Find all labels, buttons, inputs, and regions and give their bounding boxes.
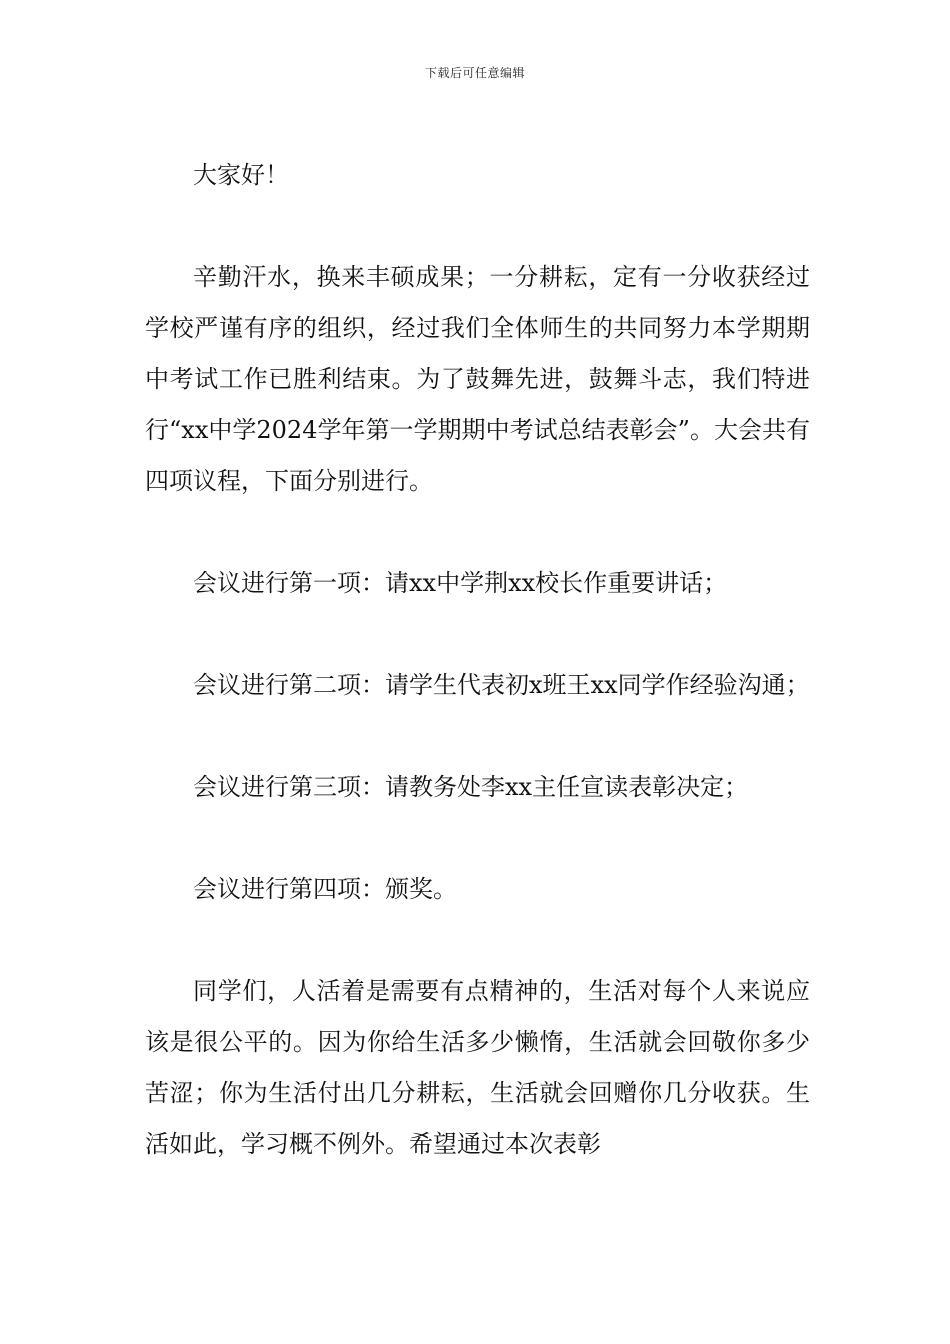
document-body — [145, 150, 810, 1170]
agenda-item-1: 会议进行第一项：请xx中学荆xx校长作重要讲话； — [193, 569, 728, 597]
greeting-paragraph: 大家好！ — [193, 161, 289, 189]
agenda-item-4: 会议进行第四项：颁奖。 — [193, 875, 457, 903]
agenda-item-2: 会议进行第二项：请学生代表初x班王xx同学作经验沟通； — [193, 671, 810, 699]
intro-paragraph: 辛勤汗水，换来丰硕成果；一分耕耘，定有一分收获经过学校严谨有序的组织，经过我们全体师生的共同努力本学期期中考试工作已胜利结束。为了鼓舞先进，鼓舞斗志，我们特进行“xx中学2024学年第一学期期中考试总结表彰会”。大会共有四项议程，下面分别进行。 — [145, 263, 810, 495]
agenda-item-3: 会议进行第三项：请教务处李xx主任宣读表彰决定； — [193, 773, 749, 801]
page-header: 下载后可任意编辑 — [424, 66, 525, 80]
closing-paragraph: 同学们，人活着是需要有点精神的，生活对每个人来说应该是很公平的。因为你给生活多少懒惰，生活就会回敬你多少苦涩；你为生活付出几分耕耘，生活就会回赠你几分收获。生活如此，学习概不例外。希望通过本次表彰 — [145, 977, 810, 1158]
